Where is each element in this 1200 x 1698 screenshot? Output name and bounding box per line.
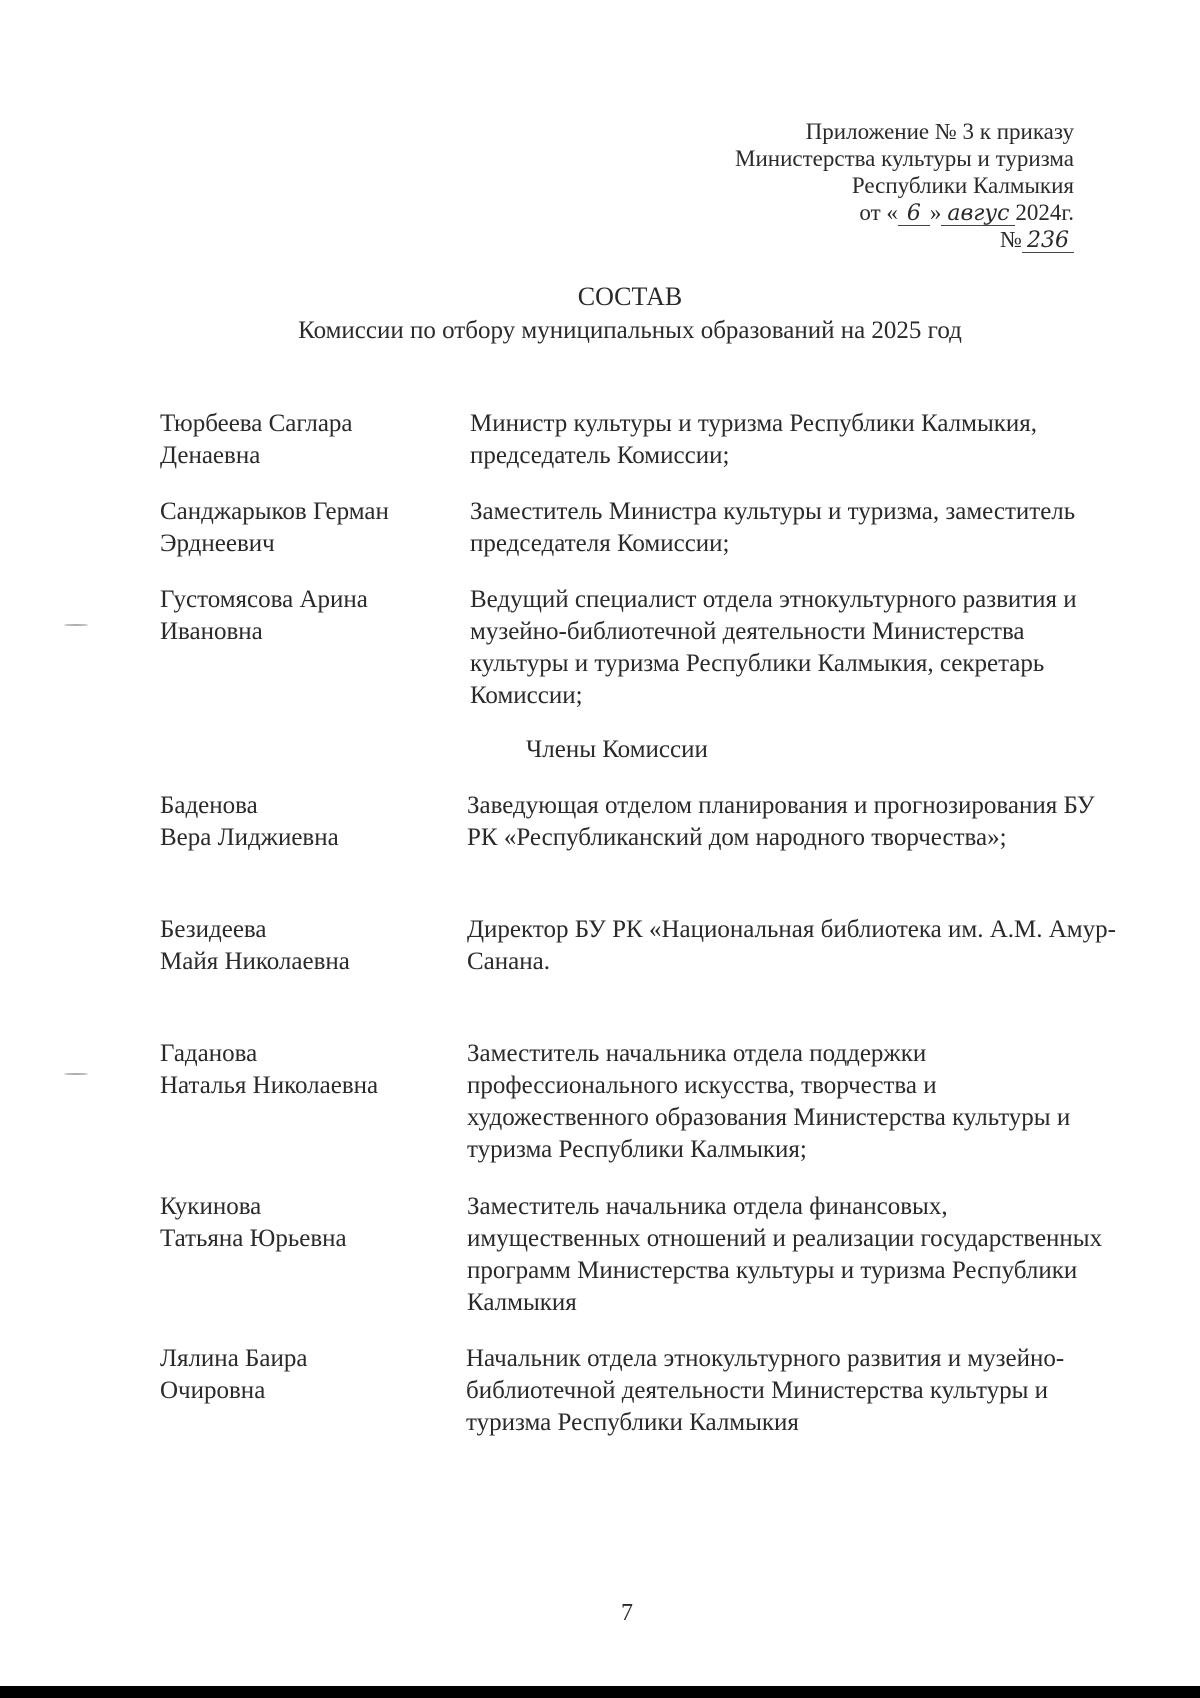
person-surname: Баденова — [160, 792, 258, 819]
appendix-header — [735, 118, 1074, 253]
person-role: Заместитель Министра культуры и туризма, заместитель председателя Комиссии; — [470, 498, 1076, 557]
person-surname: Гаданова — [160, 1040, 258, 1067]
handwritten-day: 6 — [898, 203, 930, 226]
members-heading: Члены Комиссии — [526, 736, 708, 763]
person-given-names: Майя Николаевна — [160, 948, 350, 975]
person-name — [160, 496, 460, 560]
person-surname: Санджарыков Герман — [160, 498, 389, 525]
scan-speck — [64, 624, 88, 626]
appendix-date-line — [735, 199, 1074, 226]
handwritten-number: 236 — [1022, 230, 1074, 253]
person-name — [160, 584, 460, 648]
scan-bottom-border — [0, 1686, 1200, 1698]
appendix-line-1: Приложение № 3 к приказу — [805, 119, 1074, 144]
person-patronymic: Денаевна — [160, 442, 261, 469]
person-surname: Безидеева — [160, 916, 267, 943]
person-name — [160, 1343, 460, 1407]
page-number: 7 — [621, 1600, 633, 1626]
person-name — [160, 914, 460, 978]
person-given-names: Татьяна Юрьевна — [160, 1225, 347, 1252]
person-given-names: Вера Лиджиевна — [160, 824, 339, 851]
person-name — [160, 1191, 460, 1255]
person-surname: Тюрбеева Саглара — [160, 410, 353, 437]
person-role: Заместитель начальника отдела поддержки профессионального искусства, творчества и художественного образования Министерства культуры и туризма Республики Калмыкия; — [467, 1040, 1071, 1163]
person-given-names: Очировна — [160, 1377, 266, 1404]
person-role: Начальник отдела этнокультурного развития и музейно-библиотечной деятельности Министерства культуры и туризма Республики Калмыкия — [466, 1345, 1065, 1436]
person-name — [160, 1038, 460, 1102]
appendix-line-3: Республики Калмыкия — [851, 173, 1074, 198]
date-year: 2024г. — [1015, 200, 1074, 225]
appendix-line-2: Министерства культуры и туризма — [735, 146, 1074, 171]
document-subtitle: Комиссии по отбору муниципальных образований на 2025 год — [298, 317, 962, 344]
person-name — [160, 790, 460, 854]
person-role: Заместитель начальника отдела финансовых, имущественных отношений и реализации государственных программ Министерства культуры и туризма Республики Калмыкия — [467, 1193, 1103, 1316]
person-role: Ведущий специалист отдела этнокультурного развития и музейно-библиотечной деятельности Министерства культуры и туризма Республики Калмыкия, секретарь Комиссии; — [470, 586, 1077, 709]
document-title: СОСТАВ — [577, 282, 683, 311]
date-mid: » — [929, 200, 942, 225]
date-prefix: от « — [859, 200, 898, 225]
person-given-names: Наталья Николаевна — [160, 1072, 379, 1099]
person-name — [160, 408, 460, 472]
person-surname: Лялина Баира — [160, 1345, 308, 1372]
person-role: Заведующая отделом планирования и прогнозирования БУ РК «Республиканский дом народного творчества»; — [467, 792, 1095, 851]
person-role: Директор БУ РК «Национальная библиотека им. А.М. Амур-Санана. — [467, 916, 1116, 975]
person-role: Министр культуры и туризма Республики Калмыкия, председатель Комиссии; — [470, 410, 1038, 469]
person-patronymic: Ивановна — [160, 618, 263, 645]
person-patronymic: Эрднеевич — [160, 530, 275, 557]
person-surname: Кукинова — [160, 1193, 262, 1220]
person-surname: Густомясова Арина — [160, 586, 368, 613]
scan-speck — [64, 1073, 88, 1075]
handwritten-month: авгус — [941, 203, 1015, 226]
number-prefix: № — [1000, 227, 1022, 252]
appendix-number-line — [735, 226, 1074, 253]
